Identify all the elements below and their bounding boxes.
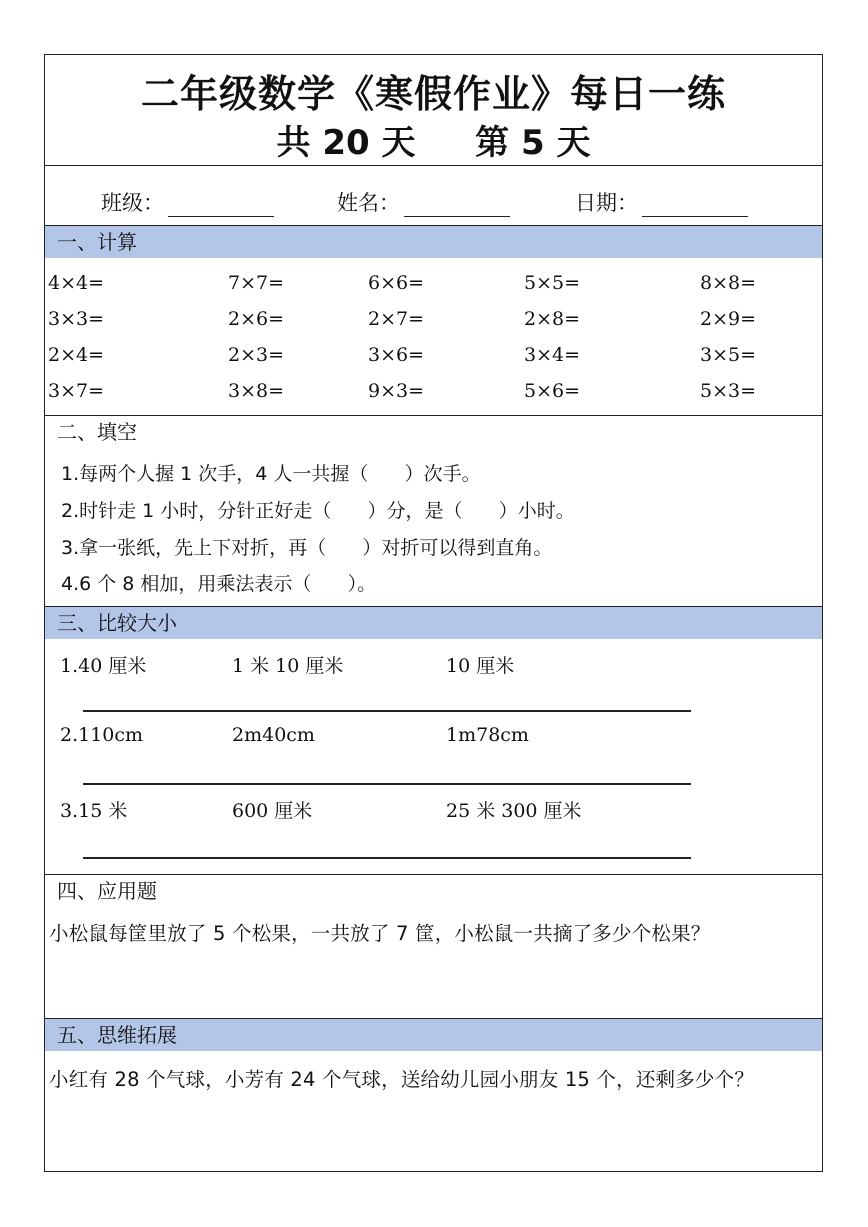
calc-item: 2×3= — [228, 344, 285, 366]
calc-item: 7×7= — [228, 272, 285, 294]
calc-item: 2×8= — [524, 308, 581, 330]
divider — [45, 165, 822, 166]
calc-item: 3×6= — [368, 344, 425, 366]
calc-item: 2×7= — [368, 308, 425, 330]
compare-item: 3.15 米 — [60, 800, 128, 822]
compare-item: 1 米 10 厘米 — [232, 655, 344, 677]
total-days: 共 20 天 — [276, 123, 416, 163]
compare-item: 1m78cm — [446, 724, 529, 746]
section-heading-compare: 三、比较大小 — [45, 607, 822, 639]
calc-item: 5×3= — [700, 380, 757, 402]
section-heading-calc: 一、计算 — [45, 226, 822, 258]
calc-item: 9×3= — [368, 380, 425, 402]
calc-item: 5×5= — [524, 272, 581, 294]
compare-item: 1.40 厘米 — [60, 655, 147, 677]
calc-item: 3×3= — [48, 308, 105, 330]
date-label: 日期： — [575, 191, 638, 215]
section-heading-fill: 二、填空 — [57, 420, 137, 444]
date-blank[interactable] — [642, 194, 748, 217]
date-field — [575, 187, 748, 217]
fill-item: 1.每两个人握 1 次手，4 人一共握（ ）次手。 — [61, 463, 481, 485]
compare-item: 2m40cm — [232, 724, 315, 746]
word-problem-text: 小松鼠每筐里放了 5 个松果，一共放了 7 筐，小松鼠一共摘了多少个松果？ — [49, 922, 711, 945]
calc-item: 3×8= — [228, 380, 285, 402]
current-day: 第 5 天 — [475, 123, 591, 163]
fill-item: 2.时针走 1 小时，分针正好走（ ）分，是（ ）小时。 — [61, 500, 575, 522]
compare-item: 25 米 300 厘米 — [446, 800, 582, 822]
calc-item: 2×9= — [700, 308, 757, 330]
fill-item: 3.拿一张纸，先上下对折，再（ ）对折可以得到直角。 — [61, 537, 553, 559]
section-heading-thinking: 五、思维拓展 — [45, 1019, 822, 1051]
thinking-problem-text: 小红有 28 个气球，小芳有 24 个气球，送给幼儿园小朋友 15 个，还剩多少个？ — [49, 1068, 755, 1091]
calc-item: 6×6= — [368, 272, 425, 294]
name-label: 姓名： — [337, 191, 400, 215]
class-field — [101, 187, 274, 217]
answer-line[interactable] — [83, 783, 691, 785]
worksheet — [44, 54, 823, 1172]
compare-item: 10 厘米 — [446, 655, 515, 677]
calc-item: 2×6= — [228, 308, 285, 330]
calc-item: 3×5= — [700, 344, 757, 366]
compare-item: 600 厘米 — [232, 800, 313, 822]
name-blank[interactable] — [404, 194, 510, 217]
fill-item: 4.6 个 8 相加，用乘法表示（ ）。 — [61, 573, 377, 595]
calc-item: 8×8= — [700, 272, 757, 294]
page-subtitle — [45, 115, 822, 164]
calc-item: 5×6= — [524, 380, 581, 402]
compare-item: 2.110cm — [60, 724, 144, 746]
calc-item: 2×4= — [48, 344, 105, 366]
class-label: 班级： — [101, 191, 164, 215]
class-blank[interactable] — [168, 194, 274, 217]
page-title: 二年级数学《寒假作业》每日一练 — [140, 72, 726, 116]
section-heading-word-problem: 四、应用题 — [57, 879, 157, 903]
calc-item: 3×4= — [524, 344, 581, 366]
name-field — [337, 187, 510, 217]
calc-item: 3×7= — [48, 380, 105, 402]
answer-line[interactable] — [83, 857, 691, 859]
calc-item: 4×4= — [48, 272, 105, 294]
answer-line[interactable] — [83, 710, 691, 712]
